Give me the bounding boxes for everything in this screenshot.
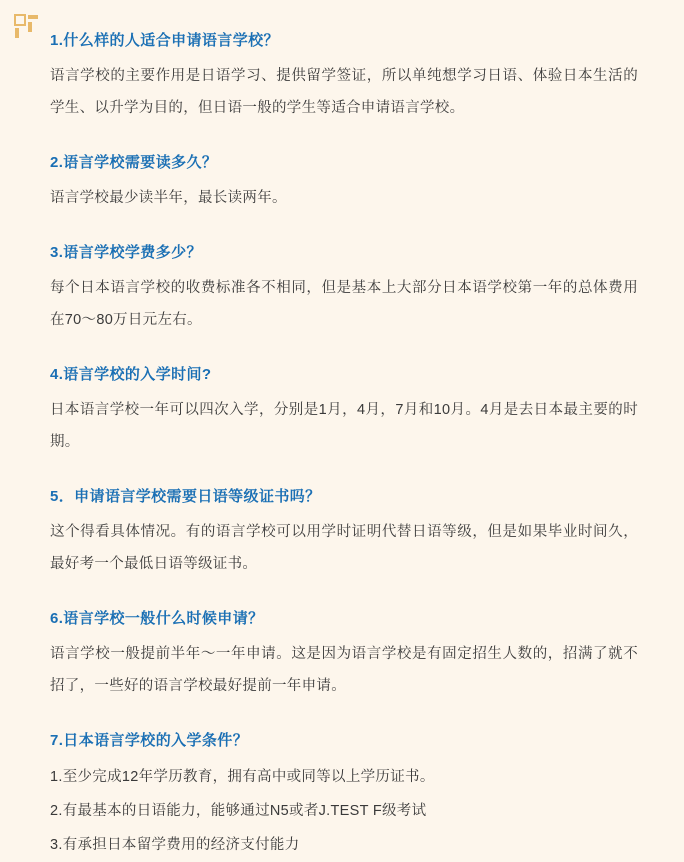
block-spacer (50, 586, 638, 604)
question-title: 1.什么样的人适合申请语言学校？ (50, 32, 279, 49)
condition-item: 1.至少完成12年学历教育，拥有高中或同等以上学历证书。 (50, 769, 435, 785)
qa-block-1 (50, 26, 638, 124)
answer-text: 语言学校最少读半年，最长读两年。 (50, 190, 287, 206)
question-title: 6.语言学校一般什么时候申请？ (50, 610, 264, 627)
question-title: 7.日本语言学校的入学条件？ (50, 732, 249, 749)
qa-block-2 (50, 148, 638, 214)
question-title: 2.语言学校需要读多久？ (50, 154, 218, 171)
answer-text: 语言学校一般提前半年～一年申请。这是因为语言学校是有固定招生人数的，招满了就不招了，一些好的语言学校最好提前一年申请。 (50, 646, 638, 694)
question-title: 3.语言学校学费多少？ (50, 244, 202, 261)
question-title: 4.语言学校的入学时间? (50, 366, 212, 383)
condition-item: 3.有承担日本留学费用的经济支付能力 (50, 837, 300, 853)
qa-block-7 (50, 726, 638, 862)
condition-item: 2.有最基本的日语能力，能够通过N5或者J.TEST F级考试 (50, 803, 427, 819)
brand-logo-icon (14, 14, 40, 40)
answer-text: 日本语言学校一年可以四次入学，分别是1月，4月，7月和10月。4月是去日本最主要的时期。 (50, 402, 638, 450)
question-title: 5．申请语言学校需要日语等级证书吗？ (50, 488, 321, 505)
block-spacer (50, 342, 638, 360)
answer-text: 语言学校的主要作用是日语学习、提供留学签证，所以单纯想学习日语、体验日本生活的学生、以升学为目的，但日语一般的学生等适合申请语言学校。 (50, 68, 638, 116)
qa-block-5 (50, 482, 638, 580)
answer-text: 每个日本语言学校的收费标准各不相同，但是基本上大部分日本语学校第一年的总体费用在70～80万日元左右。 (50, 280, 638, 328)
qa-block-6 (50, 604, 638, 702)
block-spacer (50, 130, 638, 148)
qa-block-4 (50, 360, 638, 458)
answer-text: 这个得看具体情况。有的语言学校可以用学时证明代替日语等级，但是如果毕业时间久，最好考一个最低日语等级证书。 (50, 524, 638, 572)
block-spacer (50, 220, 638, 238)
qa-block-3 (50, 238, 638, 336)
block-spacer (50, 464, 638, 482)
block-spacer (50, 708, 638, 726)
